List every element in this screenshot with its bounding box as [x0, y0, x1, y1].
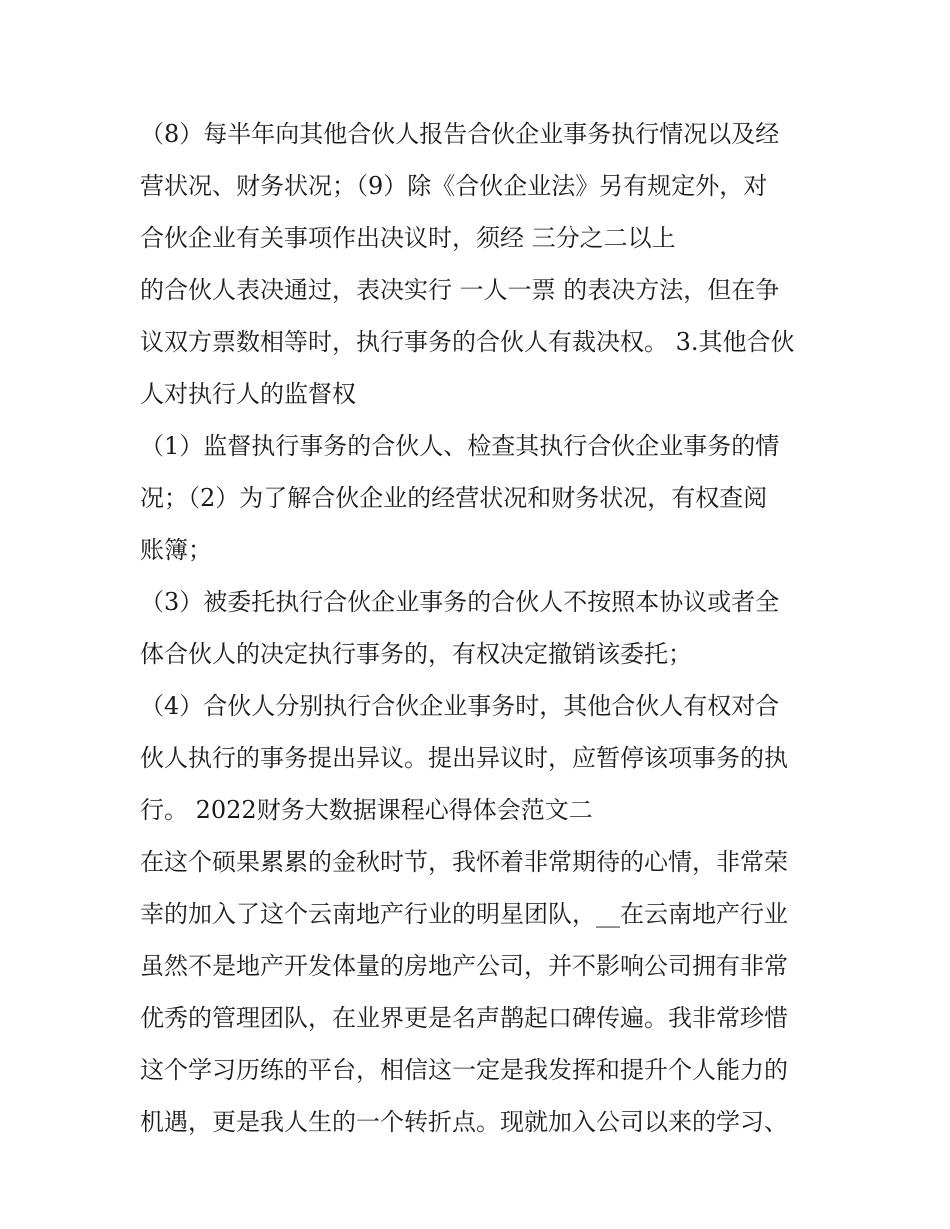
text-line: 虽然不是地产开发体量的房地产公司，并不影响公司拥有非常 — [140, 952, 788, 980]
text-line: 况；（2）为了解合伙企业的经营状况和财务状况，有权查阅 — [140, 484, 768, 512]
text-line: 营状况、财务状况；（9）除《合伙企业法》另有规定外，对 — [140, 172, 768, 200]
text-line: （8）每半年向其他合伙人报告合伙企业事务执行情况以及经 — [140, 120, 780, 148]
text-line: 在这个硕果累累的金秋时节，我怀着非常期待的心情，非常荣 — [140, 848, 788, 876]
text-line: 议双方票数相等时，执行事务的合伙人有裁决权。 3.其他合伙 — [140, 328, 795, 356]
text-line: 体合伙人的决定执行事务的，有权决定撤销该委托； — [140, 640, 692, 668]
text-line: 行。 2022财务大数据课程心得体会范文二 — [140, 796, 593, 824]
text-line: 机遇，更是我人生的一个转折点。现就加入公司以来的学习、 — [140, 1108, 788, 1136]
text-line: 的合伙人表决通过，表决实行 一人一票 的表决方法，但在争 — [140, 276, 780, 304]
document-body — [140, 108, 820, 1148]
text-line: （1）监督执行事务的合伙人、检查其执行合伙企业事务的情 — [140, 432, 780, 460]
text-line: 合伙企业有关事项作出决议时，须经 三分之二以上 — [140, 224, 676, 252]
text-line: 这个学习历练的平台，相信这一定是我发挥和提升个人能力的 — [140, 1056, 788, 1084]
text-line: 伙人执行的事务提出异议。提出异议时，应暂停该项事务的执 — [140, 744, 788, 772]
text-line: （3）被委托执行合伙企业事务的合伙人不按照本协议或者全 — [140, 588, 780, 616]
text-line: （4）合伙人分别执行合伙企业事务时，其他合伙人有权对合 — [140, 692, 780, 720]
text-line: 账簿； — [140, 536, 212, 564]
text-line: 优秀的管理团队，在业界更是名声鹊起口碑传遍。我非常珍惜 — [140, 1004, 788, 1032]
text-line: 幸的加入了这个云南地产行业的明星团队，__在云南地产行业 — [140, 900, 788, 928]
text-line: 人对执行人的监督权 — [140, 380, 356, 408]
